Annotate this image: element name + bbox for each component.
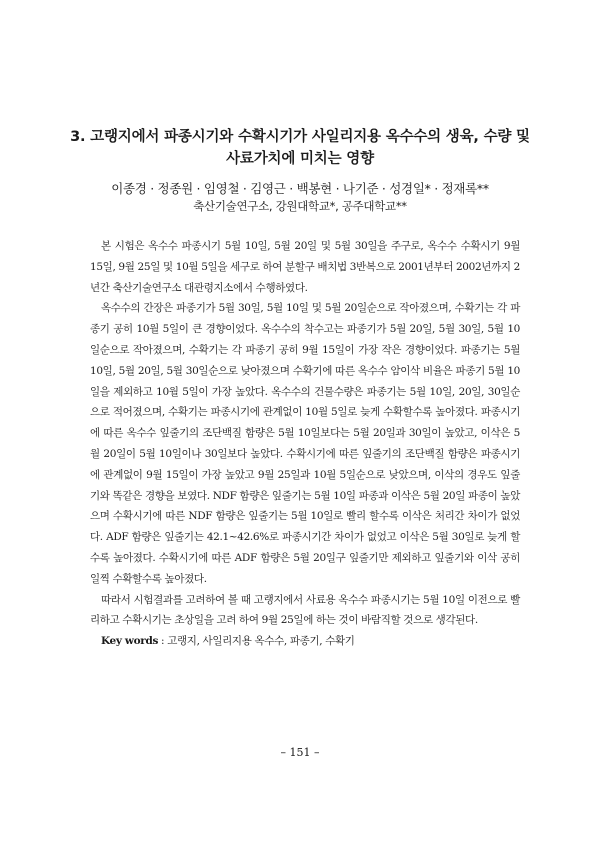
abstract-paragraph-3: 따라서 시험결과를 고려하여 볼 때 고랭지에서 사료용 옥수수 파종시기는 5월 10일 이전으로 빨리하고 수확시기는 초상일을 고려 하여 9월 25일에 하는 것이 바람직할 것으로 생각된다. [90,593,520,627]
paper-title: 3. 고랭지에서 파종시기와 수확시기가 사일리지용 옥수수의 생육, 수량 및 사료가치에 미치는 영향 [70,129,530,167]
affiliations: 축산기술연구소, 강원대학교*, 공주대학교** [193,199,407,213]
abstract-paragraph-1: 본 시험은 옥수수 파종시기 5월 10일, 5월 20일 및 5월 30일을 주구로, 옥수수 수확시기 9월 15일, 9월 25일 및 10월 5일을 세구로 하여 분할구 배치법 3반복으로 2001년부터 2002년까지 2년간 축산기술연구소 대관령지소에서 수행하였다. [90,240,520,294]
keywords-label: Key words [101,635,159,648]
page-number: – 151 – [280,746,320,759]
author-list: 이종경 · 정종원 · 임영철 · 김영근 · 백봉현 · 나기준 · 성경일* · 정재록** [111,181,489,196]
abstract-body [90,236,520,652]
keywords [90,631,520,652]
keywords-text: : 고랭지, 사일리지용 옥수수, 파종기, 수확기 [161,635,355,648]
abstract-paragraph-2: 옥수수의 간장은 파종기가 5월 30일, 5월 10일 및 5월 20일순으로 작아졌으며, 수확기는 각 파종기 공히 10월 5일이 큰 경향이었다. 옥수수의 착수고는 파종기가 5월 20일, 5월 30일, 5월 10일순으로 작아졌으며, 수확기는 각 파종기 공히 9월 15일이 가장 작은 경향이었다. 파종기는 5월 10일, 5월 20일, 5월 30일순으로 낮아졌으며 수확기에 따른 옥수수 암이삭 비율은 파종기 5월 10일을 제외하고 10월 5일이 가장 높았다. 옥수수의 건물수량은 파종기는 5월 10일, 20일, 30일순으로 적어졌으며, 수확기는 파종시기에 관계없이 10월 5일로 늦게 수확할수록 높아졌다. 파종시기에 따른 옥수수 잎줄기의 조단백질 함량은 5월 10일보다는 5월 20일과 30일이 높았고, 이삭은 5월 20일이 5월 10일이나 30일보다 높았다. 수확시기에 따른 잎줄기의 조단백질 함량은 파종시기에 관계없이 9월 15일이 가장 높았고 9월 25일과 10월 5일순으로 낮았으며, 이삭의 경우도 잎줄기와 똑같은 경향을 보였다. NDF 함량은 잎줄기는 5월 10일 파종과 이삭은 5월 20일 파종이 높았으며 수확시기에 따른 NDF 함량은 잎줄기는 5월 10일로 빨리 할수록 이삭은 처리간 차이가 없었다. ADF 함량은 잎줄기는 42.1~42.6%로 파종시기간 차이가 없었고 이삭은 5월 30일로 늦게 할수록 높아졌다. 수확시기에 따른 ADF 함량은 5월 20일구 잎줄기만 제외하고 잎줄기와 이삭 공히 일찍 수확할수록 높아졌다. [90,302,520,585]
